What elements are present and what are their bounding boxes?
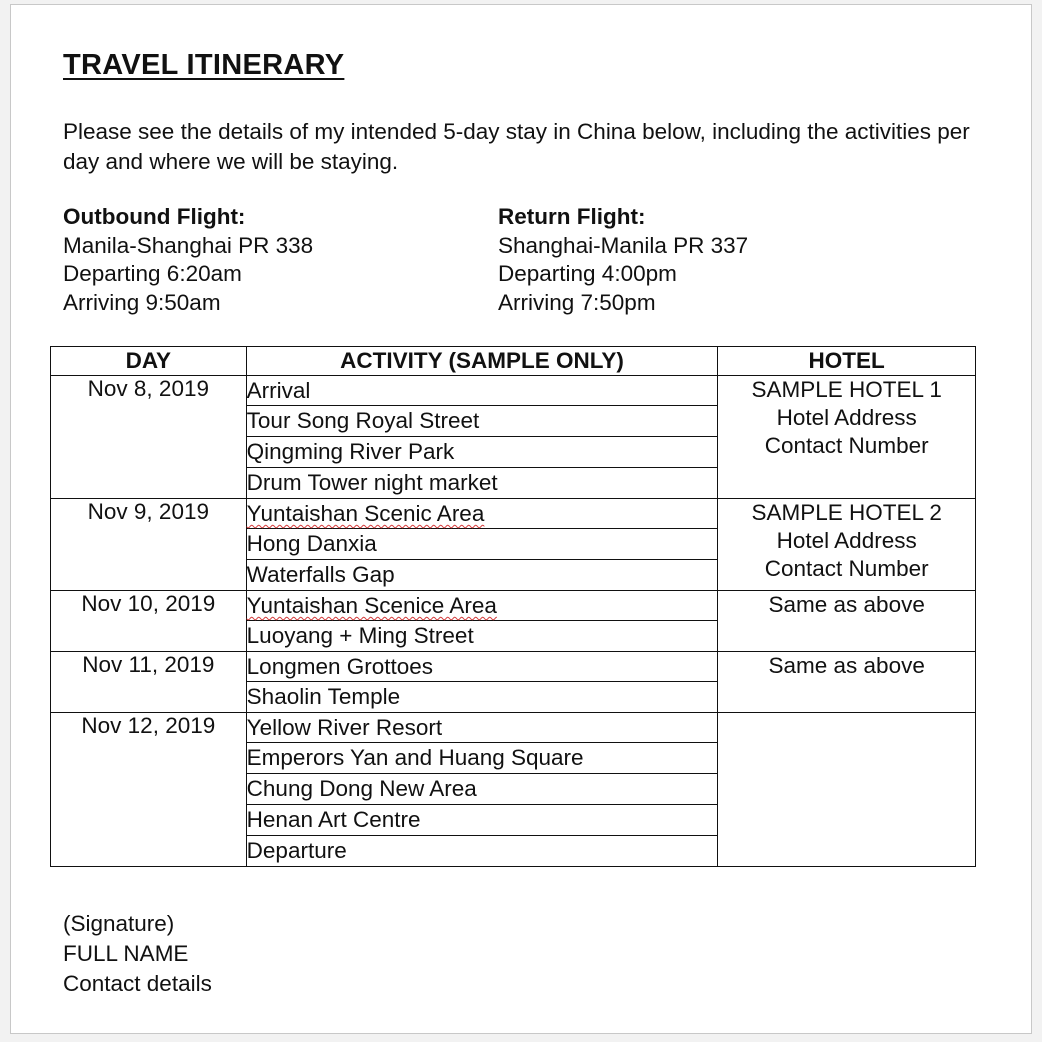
hotel-address: Hotel Address xyxy=(776,528,917,553)
activity-cell: Luoyang + Ming Street xyxy=(246,621,718,652)
table-row xyxy=(51,499,976,529)
outbound-flight-heading: Outbound Flight: xyxy=(63,204,246,229)
outbound-flight-arrive: Arriving 9:50am xyxy=(63,289,221,315)
activity-cell: Qingming River Park xyxy=(246,437,718,468)
activity-cell: Shaolin Temple xyxy=(246,682,718,713)
hotel-contact: Contact Number xyxy=(764,556,929,581)
activity-cell: Departure xyxy=(246,836,718,867)
header-hotel: HOTEL xyxy=(718,347,976,376)
activity-cell: Henan Art Centre xyxy=(246,805,718,836)
hotel-name: Same as above xyxy=(768,592,925,617)
outbound-flight-block xyxy=(63,203,313,317)
hotel-cell xyxy=(718,652,976,713)
hotel-name: Same as above xyxy=(768,653,925,678)
return-flight-route: Shanghai-Manila PR 337 xyxy=(498,232,749,258)
hotel-cell xyxy=(718,713,976,867)
header-activity: ACTIVITY (SAMPLE ONLY) xyxy=(246,347,718,376)
contact-details-line: Contact details xyxy=(63,971,212,996)
table-header-row xyxy=(51,347,976,376)
day-cell: Nov 10, 2019 xyxy=(51,591,247,652)
day-cell: Nov 11, 2019 xyxy=(51,652,247,713)
itinerary-table xyxy=(50,346,976,867)
table-row xyxy=(51,652,976,682)
return-flight-arrive: Arriving 7:50pm xyxy=(498,289,656,315)
hotel-address: Hotel Address xyxy=(776,405,917,430)
table-row xyxy=(51,376,976,406)
activity-cell: Chung Dong New Area xyxy=(246,774,718,805)
activity-cell: Emperors Yan and Huang Square xyxy=(246,743,718,774)
hotel-name: SAMPLE HOTEL 2 xyxy=(751,500,942,525)
signature-line: (Signature) xyxy=(63,911,175,936)
activity-cell xyxy=(246,591,718,621)
hotel-name: SAMPLE HOTEL 1 xyxy=(751,377,942,402)
activity-cell xyxy=(246,499,718,529)
document-page xyxy=(10,4,1032,1034)
hotel-cell xyxy=(718,376,976,499)
activity-cell: Yellow River Resort xyxy=(246,713,718,743)
hotel-contact: Contact Number xyxy=(764,433,929,458)
day-cell: Nov 9, 2019 xyxy=(51,499,247,591)
activity-cell: Waterfalls Gap xyxy=(246,560,718,591)
table-row xyxy=(51,713,976,743)
table-row xyxy=(51,591,976,621)
activity-cell: Hong Danxia xyxy=(246,529,718,560)
outbound-flight-route: Manila-Shanghai PR 338 xyxy=(63,232,314,258)
activity-text: Yuntaishan Scenice Area xyxy=(246,593,497,618)
day-cell: Nov 12, 2019 xyxy=(51,713,247,867)
hotel-cell xyxy=(718,591,976,652)
hotel-cell xyxy=(718,499,976,591)
header-day: DAY xyxy=(51,347,247,376)
return-flight-block xyxy=(498,203,748,317)
signature-block xyxy=(63,909,212,999)
activity-text: Yuntaishan Scenic Area xyxy=(246,501,485,526)
page-title: TRAVEL ITINERARY xyxy=(63,49,345,81)
day-cell: Nov 8, 2019 xyxy=(51,376,247,499)
activity-cell: Arrival xyxy=(246,376,718,406)
intro-paragraph: Please see the details of my intended 5-day stay in China below, including the activities per day and where we will be staying. xyxy=(63,119,970,174)
activity-cell: Tour Song Royal Street xyxy=(246,406,718,437)
activity-cell: Drum Tower night market xyxy=(246,468,718,499)
return-flight-depart: Departing 4:00pm xyxy=(498,261,677,286)
return-flight-heading: Return Flight: xyxy=(498,204,646,229)
full-name-line: FULL NAME xyxy=(63,941,189,966)
activity-cell: Longmen Grottoes xyxy=(246,652,718,682)
outbound-flight-depart: Departing 6:20am xyxy=(63,261,242,286)
